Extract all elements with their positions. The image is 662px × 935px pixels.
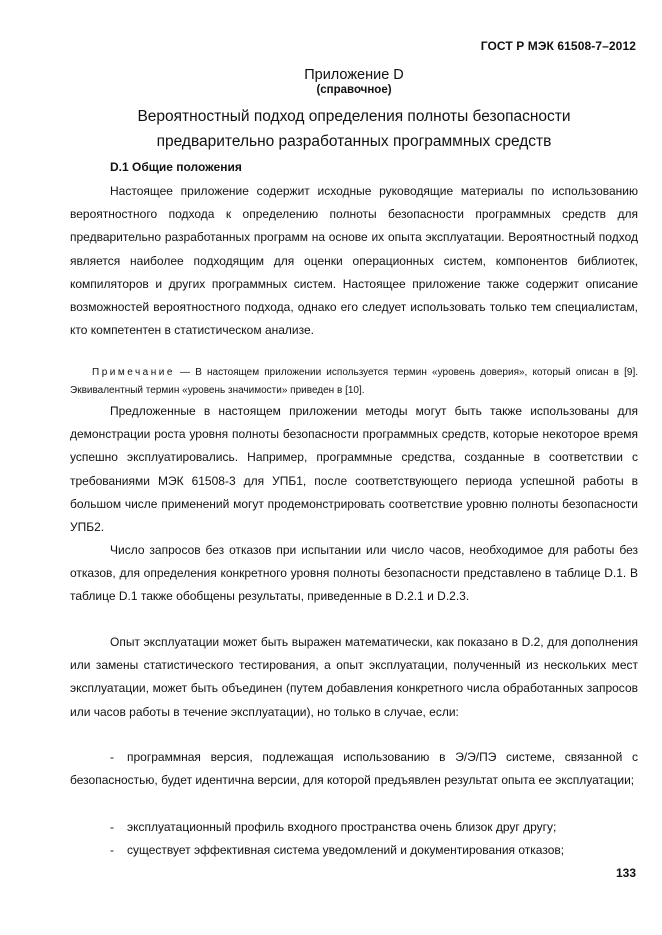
appendix-title: Приложение D [304,67,404,83]
list-item-text: существует эффективная система уведомлений и документирования отказов; [127,843,565,857]
list-dash: - [110,820,114,834]
list-item-text: эксплуатационный профиль входного пространства очень близок друг другу; [127,820,557,834]
list-dash: - [110,843,114,857]
list-item [70,746,638,792]
page-number: 133 [615,866,636,880]
section-heading: D.1 Общие положения [110,160,242,174]
paragraph-intro: Настоящее приложение содержит исходные руководящие материалы по использованию вероятностного подхода к определению полноты безопасности программных средств для предварительно разработанных программ на основе их опыта эксплуатации. Вероятностный подход является наиболее подходящим для оценки операционных систем, компонентов библиотек, компиляторов и других программных систем. Настоящее приложение также содержит описание возможностей вероятностного подхода, однако его следует использовать только тем специалистам, кто компетентен в статистическом анализе. [70,184,638,338]
list-item [70,816,638,839]
note [70,364,638,400]
paragraph-experience: Опыт эксплуатации может быть выражен математически, как показано в D.2, для дополнения или замены статистического тестирования, а опыт эксплуатации, полученный из нескольких мест эксплуатации, может быть объединен (путем добавления конкретного числа обработанных запросов или часов работы в течение эксплуатации), но только в случае, если: [70,635,638,719]
paragraph-methods: Предложенные в настоящем приложении методы могут быть также использованы для демонстрации роста уровня полноты безопасности программных средств, которые некоторое время успешно эксплуатировались. Например, программные средства, созданные в соответствии с требованиями МЭК 61508-3 для УПБ1, после соответствующего периода успешной работы в большом числе применений могут продемонстрировать соответствие уровню полноты безопасности УПБ2. [70,404,638,535]
note-label: Примечание [92,367,175,378]
list-dash: - [110,750,114,764]
appendix-subtitle: (справочное) [316,84,392,96]
list-item-text: программная версия, подлежащая использованию в Э/Э/ПЭ системе, связанной с безопасностью, будет идентична версии, для которой предъявлен результат опыта ее эксплуатации; [70,750,638,788]
list-item [70,839,638,862]
main-title: Вероятностный подход определения полноты безопасности предварительно разработанных программных средств [137,108,571,150]
document-code: ГОСТ Р МЭК 61508-7–2012 [480,39,636,53]
paragraph-requests: Число запросов без отказов при испытании или число часов, необходимое для работы без отказов, для определения конкретного уровня полноты безопасности представлено в таблице D.1. В таблице D.1 также обобщены результаты, приведенные в D.2.1 и D.2.3. [70,543,638,604]
note-text: — В настоящем приложении используется термин «уровень доверия», который описан в [9]. Эквивалентный термин «уровень значимости» приведен в [10]. [70,367,638,396]
